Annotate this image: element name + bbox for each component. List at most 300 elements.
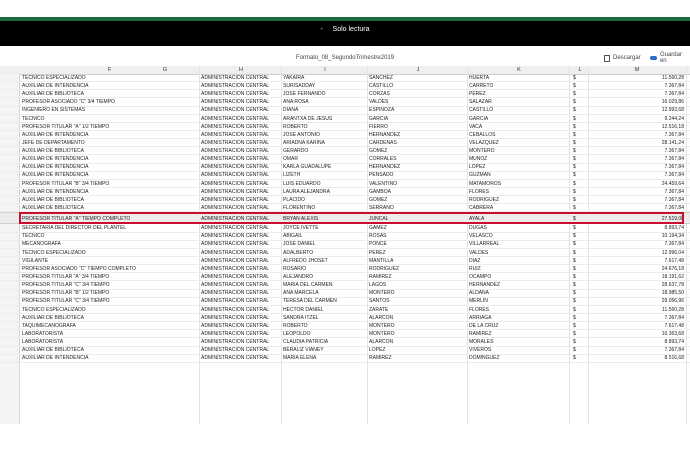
cell-position[interactable]: TAQUIMECANOGRAFA (22, 322, 76, 329)
minimize-symbol[interactable]: - (320, 26, 323, 33)
cell-currency[interactable]: $ (573, 107, 576, 114)
cell-salary[interactable]: 7.617,48 (664, 257, 684, 264)
cell-currency[interactable]: $ (573, 205, 576, 212)
cell-last-name-2[interactable]: CABRERA (469, 205, 494, 212)
window-top (0, 0, 690, 17)
cell-last-name-1[interactable]: VALENTINO (369, 180, 397, 187)
cell-last-name-1[interactable]: CARDENAS (369, 139, 397, 146)
table-row[interactable] (0, 147, 690, 155)
cell-department[interactable]: ADMINISTRACION CENTRAL (201, 123, 270, 130)
cell-department[interactable]: ADMINISTRACION CENTRAL (201, 322, 270, 329)
cell-last-name-1[interactable]: PENSADO (369, 172, 394, 179)
cell-last-name-1[interactable]: ESPINOZA (369, 107, 395, 114)
cell-position[interactable]: TECNICO ESPECIALIZADO (22, 306, 86, 313)
cell-last-name-1[interactable]: MANTILLA (369, 257, 394, 264)
cell-last-name-2[interactable]: DUGAS (469, 225, 487, 232)
cloud-icon (650, 56, 657, 60)
cell-position[interactable]: PROFESOR TITULAR "A" TIEMPO COMPLETO (22, 215, 131, 222)
cell-last-name-1[interactable]: GAMEZ (369, 225, 387, 232)
cell-department[interactable]: ADMINISTRACION CENTRAL (201, 139, 270, 146)
cell-first-name[interactable]: JOSE ANTONIO (283, 131, 320, 138)
cell-first-name[interactable]: DIANA (283, 107, 299, 114)
cell-last-name-1[interactable]: PONCE (369, 241, 387, 248)
cell-currency[interactable]: $ (573, 172, 576, 179)
cell-first-name[interactable]: ARANTXA DE JESUS (283, 115, 333, 122)
table-row[interactable] (0, 180, 690, 188)
cell-currency[interactable]: $ (573, 265, 576, 272)
cell-department[interactable]: ADMINISTRACION CENTRAL (201, 347, 270, 354)
cell-last-name-2[interactable]: GUZMAN (469, 172, 491, 179)
cell-currency[interactable]: $ (573, 215, 576, 222)
cell-last-name-1[interactable]: CORZAS (369, 91, 390, 98)
cell-last-name-1[interactable]: GARCIA (369, 115, 389, 122)
cell-salary[interactable]: 12.516,18 (661, 123, 684, 130)
cell-last-name-2[interactable]: LOPEZ (469, 164, 486, 171)
cell-first-name[interactable]: JOSE DANIEL (283, 241, 316, 248)
table-row[interactable] (0, 290, 690, 298)
cell-department[interactable]: ADMINISTRACION CENTRAL (201, 282, 270, 289)
cell-position[interactable]: PROFESOR TITULAR "C" 3/4 TIEMPO (22, 282, 110, 289)
cell-department[interactable]: ADMINISTRACION CENTRAL (201, 180, 270, 187)
cell-position[interactable]: MECANOGRAFA (22, 241, 61, 248)
cell-last-name-2[interactable]: VIVEROS (469, 347, 492, 354)
cell-position[interactable]: AUXILIAR DE INTENDENCIA (22, 156, 89, 163)
table-row[interactable] (0, 233, 690, 241)
cell-last-name-2[interactable]: CASTILLO (469, 107, 494, 114)
cell-last-name-2[interactable]: RAMIREZ (469, 331, 492, 338)
cell-department[interactable]: ADMINISTRACION CENTRAL (201, 241, 270, 248)
cell-first-name[interactable]: GERARDO (283, 148, 309, 155)
cell-last-name-2[interactable]: PEREZ (469, 91, 486, 98)
cell-department[interactable]: ADMINISTRACION CENTRAL (201, 265, 270, 272)
cell-last-name-1[interactable]: GOMEZ (369, 196, 388, 203)
cell-first-name[interactable]: BERALIZ VIANEY (283, 347, 324, 354)
cell-last-name-2[interactable]: DE LA CRUZ (469, 322, 499, 329)
table-row[interactable] (0, 188, 690, 196)
cell-salary[interactable]: 7.367,84 (664, 148, 684, 155)
cell-department[interactable]: ADMINISTRACION CENTRAL (201, 205, 270, 212)
cell-currency[interactable]: $ (573, 91, 576, 98)
save-label: Guardar en (659, 52, 682, 64)
table-row[interactable] (0, 338, 690, 346)
cell-salary[interactable]: 16.029,86 (661, 99, 684, 106)
column-header-l[interactable]: L (578, 67, 582, 73)
cell-last-name-1[interactable]: HERNANDEZ (369, 131, 401, 138)
cell-first-name[interactable]: LEOPOLDO (283, 331, 311, 338)
table-row[interactable] (0, 98, 690, 106)
cell-first-name[interactable]: ARIADNA KARINA (283, 139, 325, 146)
table-row[interactable] (0, 306, 690, 314)
cell-currency[interactable]: $ (573, 156, 576, 163)
column-header-i[interactable]: I (324, 67, 326, 73)
cell-salary[interactable]: 10.194,34 (661, 233, 684, 240)
cell-department[interactable]: ADMINISTRACION CENTRAL (201, 172, 270, 179)
cell-last-name-2[interactable]: SALAZAR (469, 99, 492, 106)
cell-first-name[interactable]: ROBERTO (283, 123, 308, 130)
cell-position[interactable]: AUXILIAR DE INTENDENCIA (22, 355, 89, 362)
cell-first-name[interactable]: PLACIDO (283, 196, 305, 203)
cell-position[interactable]: AUXILIAR DE BIBLIOTECA (22, 196, 84, 203)
cell-last-name-1[interactable]: CORRALES (369, 156, 397, 163)
cell-currency[interactable]: $ (573, 355, 576, 362)
cell-first-name[interactable]: JOYCE IVETTE (283, 225, 319, 232)
table-row[interactable] (0, 90, 690, 98)
download-icon (604, 55, 610, 62)
cell-department[interactable]: ADMINISTRACION CENTRAL (201, 215, 270, 222)
cell-first-name[interactable]: CLAUDIA PATRICIA (283, 339, 329, 346)
table-row[interactable] (0, 172, 690, 180)
cell-position[interactable]: PROFESOR ASOCIADO "C" TIEMPO COMPLETO (22, 265, 136, 272)
cell-salary[interactable]: 7.367,84 (664, 156, 684, 163)
cell-last-name-2[interactable]: VACA (469, 123, 483, 130)
cell-department[interactable]: ADMINISTRACION CENTRAL (201, 314, 270, 321)
download-label: Descargar (613, 55, 641, 61)
cell-last-name-2[interactable]: MUÑOZ (469, 156, 488, 163)
cell-position[interactable]: LABORATORISTA (22, 339, 64, 346)
cell-first-name[interactable]: LAURA ALEJANDRA (283, 188, 330, 195)
cell-salary[interactable]: 7.367,84 (664, 188, 684, 195)
read-only-label: Solo lectura (332, 26, 370, 33)
cell-last-name-1[interactable]: GOMEZ (369, 148, 388, 155)
column-header-f[interactable]: F (107, 67, 112, 73)
cell-last-name-1[interactable]: SANCHEZ (369, 74, 393, 81)
cell-last-name-1[interactable]: RAMIREZ (369, 355, 392, 362)
cell-last-name-2[interactable]: CEBALLOS (469, 131, 496, 138)
cell-currency[interactable]: $ (573, 347, 576, 354)
table-row[interactable] (0, 123, 690, 131)
cell-salary[interactable]: 7.367,84 (664, 164, 684, 171)
cell-position[interactable]: AUXILIAR DE INTENDENCIA (22, 172, 89, 179)
cell-last-name-2[interactable]: AYALA (469, 215, 485, 222)
cell-department[interactable]: ADMINISTRACION CENTRAL (201, 82, 270, 89)
download-button[interactable] (604, 53, 641, 63)
cell-first-name[interactable]: LUIS EDUARDO (283, 180, 321, 187)
cell-salary[interactable]: 10.363,68 (661, 331, 684, 338)
cell-last-name-2[interactable]: OCAMPO (469, 274, 492, 281)
cell-currency[interactable]: $ (573, 233, 576, 240)
column-header-h[interactable]: H (239, 67, 243, 73)
cell-currency[interactable]: $ (573, 322, 576, 329)
cell-currency[interactable]: $ (573, 148, 576, 155)
cell-position[interactable]: AUXILIAR DE BIBLIOTECA (22, 205, 84, 212)
cell-position[interactable]: PROFESOR TITULAR "B" 3/4 TIEMPO (22, 180, 110, 187)
cell-department[interactable]: ADMINISTRACION CENTRAL (201, 164, 270, 171)
table-row[interactable] (0, 131, 690, 139)
cell-department[interactable]: ADMINISTRACION CENTRAL (201, 225, 270, 232)
cell-first-name[interactable]: ADALBERTO (283, 249, 314, 256)
cell-first-name[interactable]: TERESA DEL CARMEN (283, 298, 337, 305)
table-row[interactable] (0, 74, 690, 82)
cell-last-name-1[interactable]: MONTERO (369, 331, 395, 338)
cell-position[interactable]: AUXILIAR DE BIBLIOTECA (22, 148, 84, 155)
cell-salary[interactable]: 7.367,84 (664, 172, 684, 179)
cell-position[interactable]: PROFESOR TITULAR "A" 1/2 TIEMPO (22, 123, 110, 130)
cell-first-name[interactable]: ANA ROSA (283, 99, 309, 106)
cell-last-name-2[interactable]: GARCIA (469, 115, 489, 122)
cell-last-name-1[interactable]: SANTOS (369, 298, 390, 305)
cell-first-name[interactable]: MARIA DEL CARMEN (283, 282, 333, 289)
cell-first-name[interactable]: OMAR (283, 156, 298, 163)
cell-salary[interactable]: 24.459,64 (661, 180, 684, 187)
table-row[interactable] (0, 298, 690, 306)
cell-currency[interactable]: $ (573, 196, 576, 203)
table-row[interactable] (0, 330, 690, 338)
cell-salary[interactable]: 24.676,18 (661, 265, 684, 272)
cell-position[interactable]: TECNICO (22, 115, 45, 122)
cell-last-name-2[interactable]: HERNANDEZ (469, 282, 501, 289)
table-row[interactable] (0, 281, 690, 289)
column-header-m[interactable]: M (634, 67, 640, 73)
cell-last-name-2[interactable]: DOMINGUEZ (469, 355, 500, 362)
cell-last-name-2[interactable]: ALDANA (469, 290, 490, 297)
table-row[interactable] (0, 322, 690, 330)
cell-salary[interactable]: 7.617,48 (664, 322, 684, 329)
cell-currency[interactable]: $ (573, 180, 576, 187)
cell-first-name[interactable]: ROSARIO (283, 265, 307, 272)
cell-last-name-2[interactable]: VELASCO (469, 233, 493, 240)
cell-last-name-2[interactable]: VELAZQUEZ (469, 139, 499, 146)
table-row[interactable] (0, 204, 690, 212)
cell-last-name-1[interactable]: GAMBOA (369, 188, 391, 195)
cell-last-name-1[interactable]: JUNCAL (369, 215, 389, 222)
cell-department[interactable]: ADMINISTRACION CENTRAL (201, 233, 270, 240)
cell-first-name[interactable]: HECTOR DANIEL (283, 306, 324, 313)
cell-position[interactable]: TECNICO ESPECIALIZADO (22, 249, 86, 256)
cell-first-name[interactable]: LIZETH (283, 172, 301, 179)
cell-currency[interactable]: $ (573, 74, 576, 81)
cell-last-name-1[interactable]: HERNANDEZ (369, 164, 401, 171)
cell-position[interactable]: PROFESOR TITULAR "C" 3/4 TIEMPO (22, 298, 110, 305)
cell-position[interactable]: VIGILANTE (22, 257, 49, 264)
cell-salary[interactable]: 11.560,28 (662, 74, 684, 81)
cell-currency[interactable]: $ (573, 99, 576, 106)
cell-position[interactable]: PROFESOR ASOCIADO "C" 3/4 TIEMPO (22, 99, 115, 106)
cell-department[interactable]: ADMINISTRACION CENTRAL (201, 196, 270, 203)
table-row[interactable] (0, 139, 690, 147)
cell-last-name-1[interactable]: ZARATE (369, 306, 389, 313)
cell-currency[interactable]: $ (573, 188, 576, 195)
cell-last-name-2[interactable]: HUERTA (469, 74, 490, 81)
cell-first-name[interactable]: ABIGAIL (283, 233, 303, 240)
cell-salary[interactable]: 18.191,62 (661, 274, 684, 281)
cell-currency[interactable]: $ (573, 314, 576, 321)
cell-last-name-2[interactable]: MERLIN (469, 298, 488, 305)
table-row[interactable] (0, 164, 690, 172)
cell-currency[interactable]: $ (573, 123, 576, 130)
cell-salary[interactable]: 27.519,08 (661, 215, 684, 222)
table-row[interactable] (0, 241, 690, 249)
read-only-mode (0, 26, 690, 33)
cell-department[interactable]: ADMINISTRACION CENTRAL (201, 249, 270, 256)
cell-position[interactable]: TECNICO (22, 233, 45, 240)
cell-currency[interactable]: $ (573, 131, 576, 138)
cell-last-name-2[interactable]: VILLARREAL (469, 241, 500, 248)
save-to-cloud-button[interactable] (650, 53, 690, 63)
cell-last-name-2[interactable]: DIAZ (469, 257, 481, 264)
cell-currency[interactable]: $ (573, 249, 576, 256)
cell-currency[interactable]: $ (573, 282, 576, 289)
cell-department[interactable]: ADMINISTRACION CENTRAL (201, 99, 270, 106)
cell-first-name[interactable]: MARIA ELENA (283, 355, 317, 362)
table-row[interactable] (0, 314, 690, 322)
cell-salary[interactable]: 7.367,84 (664, 314, 684, 321)
cell-salary[interactable]: 28.141,24 (661, 139, 684, 146)
file-name: Formato_08_SegundoTrimestre2019 (295, 55, 395, 61)
cell-currency[interactable]: $ (573, 331, 576, 338)
cell-first-name[interactable]: FLORENTINO (283, 205, 316, 212)
cell-salary[interactable]: 7.367,84 (664, 205, 684, 212)
cell-department[interactable]: ADMINISTRACION CENTRAL (201, 298, 270, 305)
cell-salary[interactable]: 12.996,04 (661, 249, 684, 256)
cell-last-name-1[interactable]: LAGOS (369, 282, 387, 289)
cell-first-name[interactable]: SURISADDAY (283, 82, 316, 89)
table-row[interactable] (0, 107, 690, 115)
cell-last-name-1[interactable]: RODRIGUEZ (369, 265, 399, 272)
table-row[interactable] (0, 155, 690, 163)
cell-first-name[interactable]: KARLA GUADALUPE (283, 164, 332, 171)
cell-first-name[interactable]: ALEJANDRO (283, 274, 314, 281)
cell-currency[interactable]: $ (573, 139, 576, 146)
cell-last-name-1[interactable]: MONTERO (369, 322, 395, 329)
table-row[interactable] (0, 273, 690, 281)
cell-last-name-1[interactable]: MONTERO (369, 290, 395, 297)
cell-salary[interactable]: 8.893,74 (664, 225, 684, 232)
cell-currency[interactable]: $ (573, 225, 576, 232)
cell-department[interactable]: ADMINISTRACION CENTRAL (201, 331, 270, 338)
cell-position[interactable]: INGENIERO EN SISTEMAS (22, 107, 86, 114)
cell-last-name-2[interactable]: CARRETO (469, 82, 494, 89)
cell-last-name-2[interactable]: ARRIAGA (469, 314, 492, 321)
cell-salary[interactable]: 8.516,68 (664, 355, 684, 362)
table-row[interactable] (0, 249, 690, 257)
cell-department[interactable]: ADMINISTRACION CENTRAL (201, 290, 270, 297)
column-header-g[interactable]: G (162, 67, 168, 73)
cell-last-name-1[interactable]: ROSAS (369, 233, 387, 240)
cell-last-name-2[interactable]: RODRIGUEZ (469, 196, 499, 203)
table-row[interactable] (0, 82, 690, 90)
cell-salary[interactable]: 18.985,50 (661, 290, 684, 297)
table-row[interactable] (0, 196, 690, 204)
cell-last-name-1[interactable]: FIERRO (369, 123, 388, 130)
cell-salary[interactable]: 7.367,84 (664, 241, 684, 248)
cell-currency[interactable]: $ (573, 298, 576, 305)
cell-position[interactable]: AUXILIAR DE INTENDENCIA (22, 164, 89, 171)
cell-first-name[interactable]: BRYAN ALEXIS (283, 215, 319, 222)
cell-position[interactable]: AUXILIAR DE BIBLIOTECA (22, 314, 84, 321)
cell-currency[interactable]: $ (573, 257, 576, 264)
cell-last-name-1[interactable]: RAMIREZ (369, 274, 392, 281)
cell-currency[interactable]: $ (573, 306, 576, 313)
cell-position[interactable]: AUXILIAR DE BIBLIOTECA (22, 91, 84, 98)
cell-salary[interactable]: 9.244,24 (664, 115, 684, 122)
cell-last-name-2[interactable]: FLORES (469, 306, 490, 313)
cell-first-name[interactable]: ANA MARCELA (283, 290, 319, 297)
cell-department[interactable]: ADMINISTRACION CENTRAL (201, 274, 270, 281)
table-row[interactable] (0, 115, 690, 123)
cell-salary[interactable]: 7.367,84 (664, 82, 684, 89)
cell-last-name-1[interactable]: VALDES (369, 99, 389, 106)
cell-department[interactable]: ADMINISTRACION CENTRAL (201, 107, 270, 114)
table-row[interactable] (0, 355, 690, 363)
cell-department[interactable]: ADMINISTRACION CENTRAL (201, 156, 270, 163)
cell-currency[interactable]: $ (573, 274, 576, 281)
cell-department[interactable]: ADMINISTRACION CENTRAL (201, 257, 270, 264)
cell-department[interactable]: ADMINISTRACION CENTRAL (201, 355, 270, 362)
cell-salary[interactable]: 28.637,78 (661, 282, 684, 289)
cell-last-name-1[interactable]: CASTILLO (369, 82, 394, 89)
cell-first-name[interactable]: JOSE FERNANDO (283, 91, 326, 98)
cell-first-name[interactable]: SANDRA ITZEL (283, 314, 319, 321)
cell-salary[interactable]: 7.367,84 (664, 91, 684, 98)
table-row[interactable] (0, 265, 690, 273)
cell-position[interactable]: AUXILIAR DE INTENDENCIA (22, 188, 89, 195)
cell-position[interactable]: AUXILIAR DE INTENDENCIA (22, 82, 89, 89)
cell-department[interactable]: ADMINISTRACION CENTRAL (201, 91, 270, 98)
cell-department[interactable]: ADMINISTRACION CENTRAL (201, 306, 270, 313)
cell-department[interactable]: ADMINISTRACION CENTRAL (201, 148, 270, 155)
cell-position[interactable]: SECRETARIA DEL DIRECTOR DEL PLANTEL (22, 225, 127, 232)
cell-last-name-2[interactable]: MORALES (469, 339, 494, 346)
cell-salary[interactable]: 7.367,84 (664, 131, 684, 138)
file-toolbar (0, 46, 690, 66)
column-header-j[interactable]: J (416, 67, 420, 73)
cell-position[interactable]: JEFE DE DEPARTAMENTO (22, 139, 85, 146)
table-row[interactable] (0, 347, 690, 355)
highlight-box (19, 212, 684, 224)
cell-first-name[interactable]: ALFREDO JHOSET (283, 257, 328, 264)
cell-position[interactable]: TECNICO ESPECIALIZADO (22, 74, 86, 81)
cell-position[interactable]: LABORATORISTA (22, 331, 64, 338)
cell-salary[interactable]: 11.560,28 (662, 306, 684, 313)
cell-last-name-1[interactable]: LOPEZ (369, 347, 386, 354)
cell-department[interactable]: ADMINISTRACION CENTRAL (201, 115, 270, 122)
cell-position[interactable]: AUXILIAR DE BIBLIOTECA (22, 347, 84, 354)
cell-position[interactable]: PROFESOR TITULAR "A" 3/4 TIEMPO (22, 274, 110, 281)
cell-department[interactable]: ADMINISTRACION CENTRAL (201, 188, 270, 195)
table-row[interactable] (0, 257, 690, 265)
cell-last-name-1[interactable]: ALARCON (369, 314, 394, 321)
cell-department[interactable]: ADMINISTRACION CENTRAL (201, 131, 270, 138)
cell-last-name-1[interactable]: SERRANO (369, 205, 394, 212)
cell-last-name-2[interactable]: VALDES (469, 249, 489, 256)
cell-last-name-2[interactable]: FLORES (469, 188, 490, 195)
cell-position[interactable]: AUXILIAR DE INTENDENCIA (22, 131, 89, 138)
cell-currency[interactable]: $ (573, 241, 576, 248)
cell-currency[interactable]: $ (573, 82, 576, 89)
cell-department[interactable]: ADMINISTRACION CENTRAL (201, 74, 270, 81)
table-row[interactable] (0, 224, 690, 232)
cell-last-name-2[interactable]: MATAMOROS (469, 180, 502, 187)
cell-currency[interactable]: $ (573, 339, 576, 346)
cell-department[interactable]: ADMINISTRACION CENTRAL (201, 339, 270, 346)
cell-first-name[interactable]: ROBERTO (283, 322, 308, 329)
cell-last-name-2[interactable]: MONTERO (469, 148, 495, 155)
cell-first-name[interactable]: YAKAIRA (283, 74, 305, 81)
cell-salary[interactable]: 8.893,74 (664, 339, 684, 346)
cell-salary[interactable]: 29.056,96 (661, 298, 684, 305)
cell-position[interactable]: PROFESOR TITULAR "B" 1/2 TIEMPO (22, 290, 110, 297)
cell-last-name-2[interactable]: RUIZ (469, 265, 481, 272)
cell-last-name-1[interactable]: PEREZ (369, 249, 386, 256)
cell-salary[interactable]: 7.367,84 (664, 196, 684, 203)
cell-currency[interactable]: $ (573, 115, 576, 122)
cell-salary[interactable]: 7.367,84 (664, 347, 684, 354)
column-header-k[interactable]: K (517, 67, 521, 73)
cell-last-name-1[interactable]: ALARCON (369, 339, 394, 346)
cell-currency[interactable]: $ (573, 290, 576, 297)
cell-currency[interactable]: $ (573, 164, 576, 171)
cell-salary[interactable]: 12.993,68 (661, 107, 684, 114)
